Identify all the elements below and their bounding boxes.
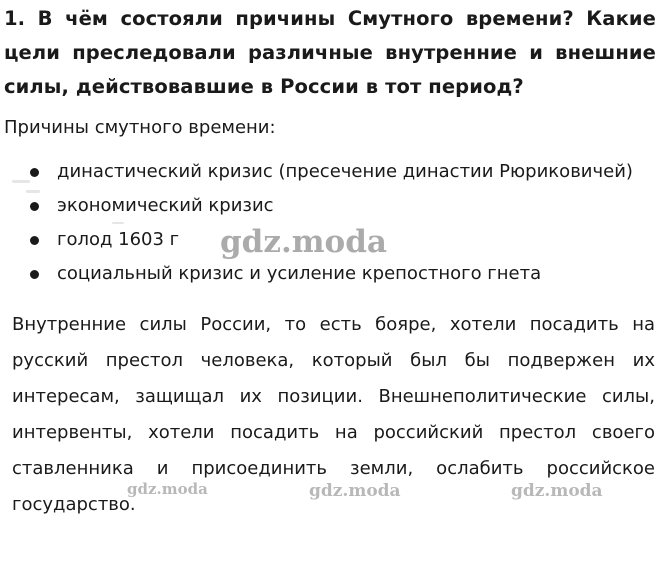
watermark-center: gdz.moda — [220, 224, 387, 260]
list-item — [0, 189, 633, 223]
scan-smudge — [12, 180, 30, 183]
bullet-icon — [30, 202, 39, 211]
list-item-text: экономический кризис — [57, 195, 274, 216]
scan-smudge — [26, 190, 40, 193]
list-item-text: социальный кризис и усиление крепостного гнета — [57, 263, 542, 284]
list-item — [0, 223, 633, 257]
question-text: 1. В чём состояли причины Смутного времени? Какие цели преследовали различные внутренние и внешние силы, действовавшие в России в тот период? — [4, 7, 656, 98]
watermark-bottom-left: gdz.moda — [127, 480, 208, 498]
list-item — [0, 155, 633, 189]
list-item-text: династический кризис (пресечение династии Рюриковичей) — [57, 161, 633, 182]
list-item — [0, 257, 633, 291]
bullet-icon — [30, 236, 39, 245]
list-item-text: голод 1603 г — [57, 229, 180, 250]
causes-heading: Причины смутного времени: — [4, 117, 276, 138]
bullet-icon — [30, 270, 39, 279]
watermark-bottom-right: gdz.moda — [511, 481, 603, 501]
answer-paragraph: Внутренние силы России, то есть бояре, хотели посадить на русский престол человека, который был бы подвержен их интересам, защищал их позиции. Внешнеполитические силы, интервенты, хотели посадить на российский престол своего ставленника и присоединить земли, ослабить российское государство. — [12, 314, 655, 515]
causes-list — [0, 155, 633, 291]
watermark-bottom-center: gdz.moda — [309, 481, 401, 501]
bullet-icon — [30, 168, 39, 177]
scan-smudge — [112, 222, 124, 224]
